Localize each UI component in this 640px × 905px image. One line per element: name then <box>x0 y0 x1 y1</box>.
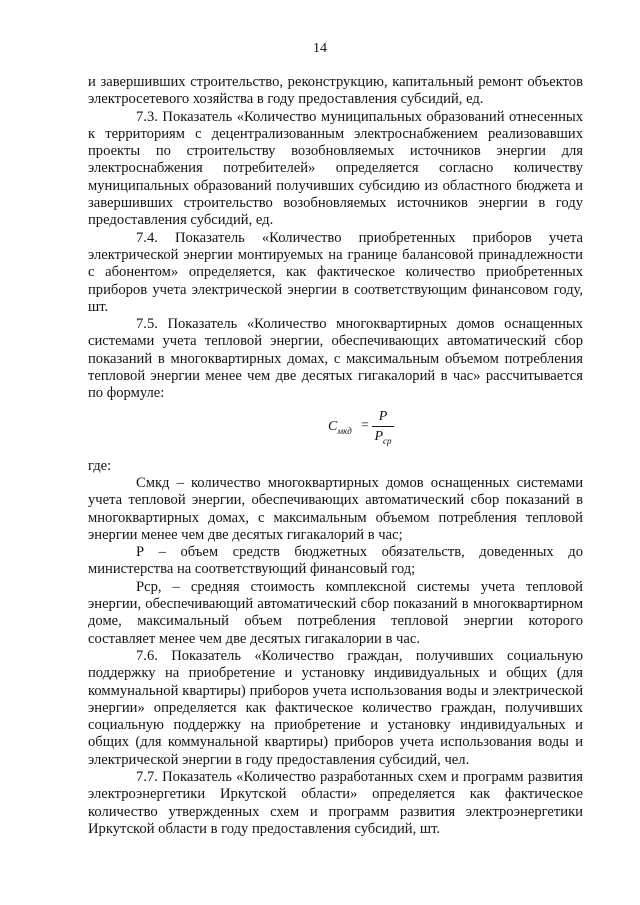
formula-equals: = <box>361 417 369 433</box>
paragraph-continuation: и завершивших строительство, реконструкцию, капитальный ремонт объектов электросетевого хозяйства в году предоставления субсидий, ед. <box>88 74 583 108</box>
formula-fraction <box>372 408 394 450</box>
paragraph-7-5: 7.5. Показатель «Количество многоквартирных домов оснащенных системами учета тепловой энергии, обеспечивающих автоматический сбор показаний в многоквартирных домах, с максимальным объемом потребления тепловой энергии менее чем две десятых гигакалорий в час» рассчитывается по формуле: <box>88 316 583 402</box>
formula-denominator: $P_{ср}$ <box>374 428 392 446</box>
definition-c-mkd: Смкд – количество многоквартирных домов оснащенных системами учета тепловой энергии, обеспечивающих автоматический сбор показаний в многоквартирных домах, с максимальным объемом потребления тепловой энергии менее чем две десятых гигакалорий в час; <box>88 474 583 543</box>
paragraph-7-7: 7.7. Показатель «Количество разработанных схем и программ развития электроэнергетики Иркутской области» определяется как фактическое количество утвержденных схем и программ развития электроэнергетики Иркутской области в году предоставления субсидий, шт. <box>88 768 583 837</box>
definition-p-sr: Рср, – средняя стоимость комплексной системы учета тепловой энергии, обеспечивающий автоматический сбор показаний в многоквартирном доме, максимальный объем потребления тепловой энергии которого составляет менее чем две десятых гигакалории в час. <box>88 578 583 647</box>
formula-numerator: P <box>378 408 388 424</box>
definition-p: Р – объем средств бюджетных обязательств, доведенных до министерства на соответствующий финансовый год; <box>88 544 583 578</box>
page-number: 14 <box>313 41 327 56</box>
paragraph-7-3: 7.3. Показатель «Количество муниципальных образований отнесенных к территориям с децентрализованным электроснабжением реализовавших проекты по строительству возобновляемых источников энергии для электроснабжения потребителей» определяется согласно количеству муниципальных образований получивших субсидию из областного бюджета и завершивших строительство возобновляемых источников энергии в году предоставления субсидий, ед. <box>88 108 583 229</box>
document-body <box>88 74 583 838</box>
paragraph-7-6: 7.6. Показатель «Количество граждан, получивших социальную поддержку на приобретение и установку индивидуальных и общих (для коммунальной квартиры) приборов учета использования воды и электрической энергии» определяется как фактическое количество граждан, получивших социальную поддержку на приобретение и установку индивидуальных и общих (для коммунальной квартиры) приборов учета использования воды и электрической энергии в году предоставления субсидий, чел. <box>88 647 583 768</box>
fraction-bar <box>372 426 394 427</box>
formula <box>88 408 583 448</box>
where-label: где: <box>88 457 112 474</box>
paragraph-7-4: 7.4. Показатель «Количество приобретенных приборов учета электрической энергии монтируемых на границе балансовой принадлежности с абонентом» определяется, как фактическое количество приобретенных приборов учета электрической энергии в соответствующим финансовом году, шт. <box>88 229 583 315</box>
formula-lhs: $C_{мкд}$ <box>328 418 352 436</box>
